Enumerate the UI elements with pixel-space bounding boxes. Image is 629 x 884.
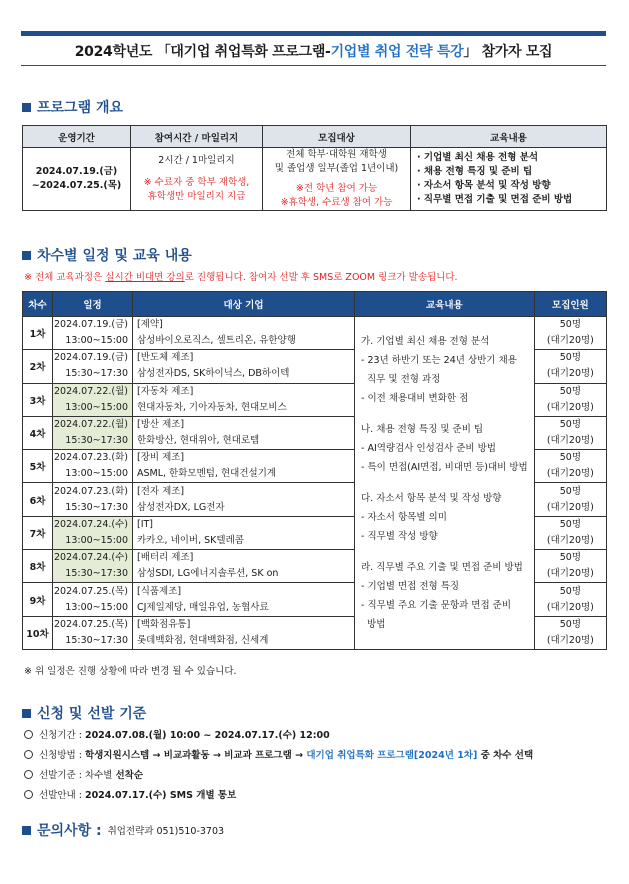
- apply-heading: 신청 및 선발 기준: [22, 703, 146, 723]
- square-bullet-icon: [22, 709, 31, 718]
- row-companies: [전자 제조] 삼성전자DX, LG전자: [133, 483, 355, 516]
- schedule-heading: 차수별 일정 및 교육 내용: [22, 245, 192, 265]
- row-date: 2024.07.23.(화) 13:00~15:00: [53, 450, 133, 483]
- row-date: 2024.07.25.(목) 15:30~17:30: [53, 616, 133, 649]
- education-line: 방법: [361, 618, 386, 630]
- row-recruit: 50명 (대기20명): [534, 516, 606, 549]
- education-line: - 이전 채용대비 변화한 점: [361, 392, 469, 404]
- period-cell: 2024.07.19.(금) ~2024.07.25.(목): [23, 148, 131, 211]
- row-number: 8차: [23, 550, 53, 583]
- row-recruit: 50명 (대기20명): [534, 450, 606, 483]
- row-date: 2024.07.24.(수) 15:30~17:30: [53, 550, 133, 583]
- page-title: 2024학년도 「대기업 취업특화 프로그램- 기업별 취업 전략 특강 」 참가자 모집: [21, 31, 606, 66]
- overview-table: [22, 125, 607, 211]
- education-line: - 직무별 주요 기출 문항과 면접 준비: [361, 599, 512, 611]
- row-date: 2024.07.24.(수) 13:00~15:00: [53, 516, 133, 549]
- row-companies: [제약] 삼성바이오로직스, 셀트리온, 유한양행: [133, 317, 355, 350]
- row-recruit: 50명 (대기20명): [534, 383, 606, 416]
- education-line: - 특이 면접(AI면접, 비대면 등)대비 방법: [361, 461, 528, 473]
- education-content: [355, 317, 535, 650]
- education-line: 다. 자소서 항목 분석 및 작성 방향: [361, 492, 502, 504]
- row-companies: [방산 제조] 한화방산, 현대위아, 현대로템: [133, 416, 355, 449]
- row-number: 10차: [23, 616, 53, 649]
- row-number: 2차: [23, 350, 53, 383]
- education-line: - 직무별 작성 방향: [361, 530, 438, 542]
- row-date: 2024.07.25.(목) 13:00~15:00: [53, 583, 133, 616]
- row-date: 2024.07.19.(금) 13:00~15:00: [53, 317, 133, 350]
- row-recruit: 50명 (대기20명): [534, 616, 606, 649]
- row-companies: [식품제조] CJ제일제당, 매일유업, 농협사료: [133, 583, 355, 616]
- time-cell: 2시간 / 1마일리지 ※ 수료자 중 학부 재학생, 휴학생만 마일리지 지급: [131, 148, 263, 211]
- circle-bullet-icon: [24, 730, 33, 739]
- education-line: - AI역량검사 인성검사 준비 방법: [361, 442, 496, 454]
- row-number: 7차: [23, 516, 53, 549]
- row-companies: [배터리 제조] 삼성SDI, LG에너지솔루션, SK on: [133, 550, 355, 583]
- row-number: 5차: [23, 450, 53, 483]
- circle-bullet-icon: [24, 790, 33, 799]
- education-line: 직무 및 전형 과정: [361, 373, 441, 385]
- row-recruit: 50명 (대기20명): [534, 550, 606, 583]
- header-time: 참여시간 / 마일리지: [131, 126, 263, 148]
- schedule-table: 차수 일정 대상 기업 교육내용 모집인원 1차 2024.07.19.(금) 13:00~15:00 [제약] 삼성바이오로직스, 셀트리온, 유한양행 가. 기업별 최신 채용 전형 분석 - 23년 하반기 또는 24년 상반기 채용 직무 및 전형 과정 - 이전 채용대비 변화한 점 나. 채용 전형 특징 및 준비 팁 - AI역량검사 인성검사 준비 방법 - 특이 면접(AI면접, 비대면 등)대비 방법 다. 자소서 항목 분석 및 작성 방향 - 자소서 항목별 의미 - 직무별 작성 방향 라. 직무별 주요 기출 및 면접 준비 방법 - 기업별 면접 전형 특징 - 직무별 주요 기출 문항과 면접 준비 방법 50명 (대기20명) 2차 2024.07.19.(금) 15:30~17:30 [반도체 제조] 삼성전자DS, SK하이닉스, DB하이텍 50명 (대기20명) 3차 2024.07.22.(월) 13:00~15:00 [자동차 제조] 현대자동차, 기아자동차, 현대모비스 50명 (대기20명) 4차 2024.07.22.(월) 15:30~17:30 [방산 제조] 한화방산, 현대위아, 현대로템 50명 (대기20명) 5차 2024.07.23.(화) 13:00~15:00 [장비 제조] ASML, 한화모멘텀, 현대건설기계 50명 (대기20명) 6차 2024.07.23.(화) 15:30~17:30 [전자 제조] 삼성전자DX, LG전자 50명 (대기20명) 7차 2024.07.24.(수) 13:00~15:00 [IT] 카카오, 네이버, SK텔레콤 50명 (대기20명) 8차 2024.07.24.(수) 15:30~17:30 [배터리 제조] 삼성SDI, LG에너지솔루션, SK on 50명 (대기20명) 9차 2024.07.25.(목) 13:00~15:00 [식품제조] CJ제일제당, 매일유업, 농협사료 50명 (대기20명) 10차 2024.07.25.(목) 15:30~17:30 [백화점유통] 롯데백화점, 현대백화점, 신세계 50명 (대기20명): [22, 291, 607, 650]
- overview-heading: 프로그램 개요: [22, 97, 123, 117]
- row-recruit: 50명 (대기20명): [534, 317, 606, 350]
- row-number: 6차: [23, 483, 53, 516]
- education-line: - 기업별 면접 전형 특징: [361, 580, 460, 592]
- row-date: 2024.07.23.(화) 15:30~17:30: [53, 483, 133, 516]
- education-line: [361, 408, 528, 420]
- row-number: 4차: [23, 416, 53, 449]
- row-companies: [장비 제조] ASML, 한화모멘텀, 현대건설기계: [133, 450, 355, 483]
- contact: 문의사항 : 취업전략과 051)510-3703: [22, 820, 224, 840]
- content-cell: · 기업별 최신 채용 전형 분석 · 채용 전형 특징 및 준비 팁 · 자소서 항목 분석 및 작성 방향 · 직무별 면접 기출 및 면접 준비 방법: [411, 148, 607, 211]
- row-companies: [IT] 카카오, 네이버, SK텔레콤: [133, 516, 355, 549]
- square-bullet-icon: [22, 103, 31, 112]
- square-bullet-icon: [22, 251, 31, 260]
- education-line: 라. 직무별 주요 기출 및 면접 준비 방법: [361, 561, 523, 573]
- education-line: - 23년 하반기 또는 24년 상반기 채용: [361, 354, 517, 366]
- row-number: 1차: [23, 317, 53, 350]
- circle-bullet-icon: [24, 750, 33, 759]
- row-recruit: 50명 (대기20명): [534, 416, 606, 449]
- row-companies: [반도체 제조] 삼성전자DS, SK하이닉스, DB하이텍: [133, 350, 355, 383]
- row-companies: [백화점유통] 롯데백화점, 현대백화점, 신세계: [133, 616, 355, 649]
- header-content: 교육내용: [411, 126, 607, 148]
- row-recruit: 50명 (대기20명): [534, 583, 606, 616]
- row-number: 3차: [23, 383, 53, 416]
- row-number: 9차: [23, 583, 53, 616]
- row-recruit: 50명 (대기20명): [534, 483, 606, 516]
- row-companies: [자동차 제조] 현대자동차, 기아자동차, 현대모비스: [133, 383, 355, 416]
- apply-criteria: 선발기준 : 차수별 선착순: [24, 767, 143, 781]
- education-line: - 자소서 항목별 의미: [361, 511, 447, 523]
- online-notice: ※ 전체 교육과정은 실시간 비대면 강의로 진행됩니다. 참여자 선발 후 SMS로 ZOOM 링크가 발송됩니다.: [24, 272, 458, 283]
- row-recruit: 50명 (대기20명): [534, 350, 606, 383]
- education-line: [361, 477, 528, 489]
- header-period: 운영기간: [23, 126, 131, 148]
- education-line: 가. 기업별 최신 채용 전형 분석: [361, 335, 490, 347]
- header-target: 모집대상: [263, 126, 411, 148]
- circle-bullet-icon: [24, 770, 33, 779]
- square-bullet-icon: [22, 826, 31, 835]
- row-date: 2024.07.22.(월) 13:00~15:00: [53, 383, 133, 416]
- table-row: [23, 317, 607, 350]
- education-line: [361, 546, 528, 558]
- row-date: 2024.07.22.(월) 15:30~17:30: [53, 416, 133, 449]
- row-date: 2024.07.19.(금) 15:30~17:30: [53, 350, 133, 383]
- apply-period: 신청기간 : 2024.07.08.(월) 10:00 ~ 2024.07.17.(수) 12:00: [24, 727, 330, 741]
- apply-method: 신청방법 : 학생지원시스템 → 비교과활동 → 비교과 프로그램 → 대기업 취업특화 프로그램[2024년 1차] 중 차수 선택: [24, 747, 533, 761]
- education-line: 나. 채용 전형 특징 및 준비 팁: [361, 423, 484, 435]
- apply-notice: 선발안내 : 2024.07.17.(수) SMS 개별 통보: [24, 787, 236, 801]
- target-cell: 전체 학부·대학원 재학생 및 졸업생 일부(졸업 1년이내) ※전 학년 참여 가능 ※휴학생, 수료생 참여 가능: [263, 148, 411, 211]
- schedule-footnote: ※ 위 일정은 진행 상황에 따라 변경 될 수 있습니다.: [24, 666, 237, 677]
